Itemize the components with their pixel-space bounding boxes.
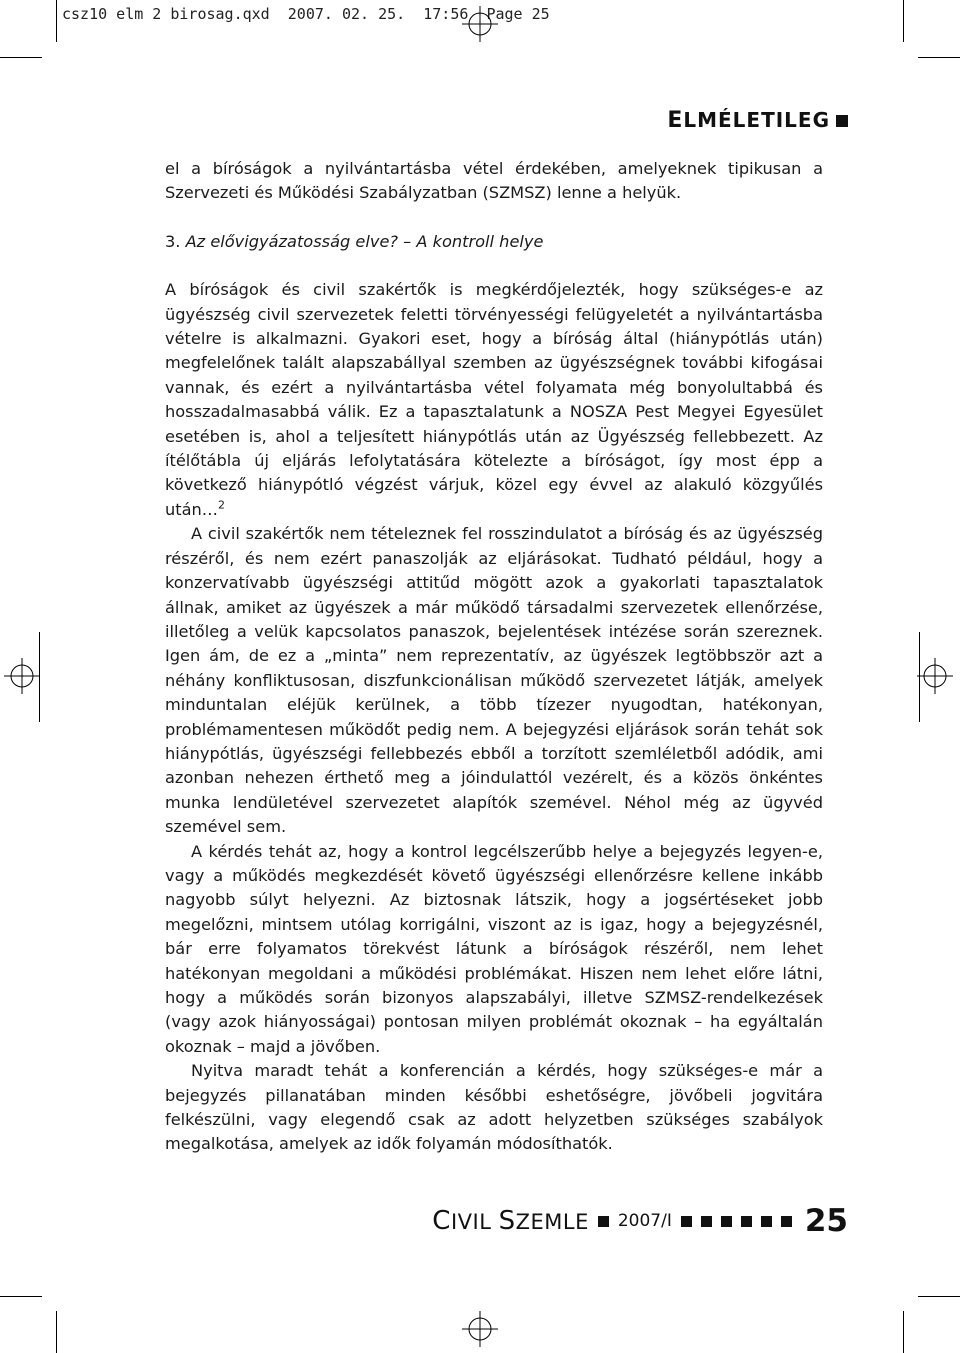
subheading <box>165 230 823 254</box>
article-body <box>165 157 823 1157</box>
section-title-rest: LMÉLETILEG <box>683 108 830 132</box>
paragraph-text: A bíróságok és civil szakértők is megkérdőjelezték, hogy szükséges-e az ügyészség civil szervezetek feletti törvényességi felügyeletét a nyilvántartásba vételre is alkalmazni. Gyakori eset, hogy a bíróság által (hiánypótlás után) megfelelőnek talált alapszabállyal szemben az ügyészségnek további kifogásai vannak, és ezért a nyilvántartásba vétel folyamata még bonyolultabbá és hosszadalmasabbá válik. Ez a tapasztalatunk a NOSZA Pest Megyei Egyesület esetében is, ahol a teljesített hiánypótlás után az Ügyészség fellebbezett. Az ítélőtábla új eljárás lefolytatására kötelezte a bíróságot, így most épp a következő hiánypótló végzést várjuk, közel egy évvel az alakuló közgyűlés után… <box>165 280 823 519</box>
crop-mark-top-right-h <box>918 57 960 58</box>
subheading-number: 3. <box>165 231 181 251</box>
crop-mark-bottom-left-v <box>56 1311 57 1353</box>
paragraph: Nyitva maradt tehát a konferencián a kérdés, hogy szükséges-e már a bejegyzés pillanatában minden későbbi eshetőségre, jövőbeli jogvitára felkészülni, vagy elegendő csak az adott helyzetben szükséges szabályok megalkotása, amelyek az idők folyamán módosíthatók. <box>165 1061 823 1154</box>
page-number: 25 <box>804 1203 848 1239</box>
blank-line <box>165 254 823 278</box>
crop-mark-top-left-h <box>0 57 42 58</box>
square-bullet-icon <box>761 1216 772 1227</box>
crop-mark-top-right-v <box>903 0 904 42</box>
paragraph: A kérdés tehát az, hogy a kontrol legcélszerűbb helye a bejegyzés legyen-e, vagy a működés megkezdését követő ügyészségi ellenőrzésre kellene inkább nagyobb súlyt helyezni. Az biztosnak látszik, hogy a jogsértéseket jobb megelőzni, mintsem utólag korrigálni, viszont az is igaz, hogy a bejegyzésnél, bár erre folyamatos törekvést látunk a bíróságok részéről, nem lehet hatékonyan megoldani a működési problémákat. Hiszen nem lehet előre látni, hogy a működés során bizonyos alapszabályi, illetve SZMSZ-rendelkezések (vagy azok hiányosságai) pontosan milyen problémát okoznak – ha egyáltalán okoznak – majd a jövőben. <box>165 841 823 1056</box>
registration-mark-right-icon <box>917 658 953 694</box>
crop-mark-top-left-v <box>56 0 57 42</box>
section-title <box>667 108 848 133</box>
crop-mark-bottom-left-h <box>0 1296 42 1297</box>
square-bullet-icon <box>741 1216 752 1227</box>
square-bullet-icon <box>781 1216 792 1227</box>
footnote-reference[interactable]: 2 <box>217 498 225 512</box>
paragraph <box>165 278 823 522</box>
square-bullet-icon <box>836 115 848 127</box>
square-bullet-icon <box>681 1216 692 1227</box>
registration-mark-top-icon <box>462 6 498 42</box>
slug-line: csz10 elm 2 birosag.qxd 2007. 02. 25. 17:56 Page 25 <box>62 5 550 23</box>
registration-mark-left-icon <box>4 658 40 694</box>
registration-line-left <box>39 632 40 722</box>
issue-number: 2007/I <box>617 1211 672 1231</box>
square-bullet-icon <box>721 1216 732 1227</box>
page-footer <box>432 1203 848 1239</box>
journal-name: CIVIL SZEMLE <box>432 1206 589 1236</box>
registration-line-right <box>919 632 920 722</box>
blank-line <box>165 206 823 230</box>
subheading-title: Az elővigyázatosság elve? – A kontroll helye <box>185 231 544 251</box>
square-bullet-icon <box>701 1216 712 1227</box>
registration-mark-bottom-icon <box>462 1311 498 1347</box>
crop-mark-bottom-right-h <box>918 1296 960 1297</box>
section-title-initial: E <box>667 108 684 133</box>
paragraph: A civil szakértők nem tételeznek fel rosszindulatot a bíróság és az ügyészség részéről, és nem ezért panaszolják az eljárásokat. Tudható például, hogy a konzervatívabb ügyészségi attitűd mögött azok a gyakorlati tapasztalatok állnak, amiket az ügyészek a már működő társadalmi szervezetek ellenőrzése, illetőleg a velük kapcsolatos panaszok, bejelentések intézése során szereznek. Igen ám, de ez a „minta” nem reprezentatív, az ügyészek legtöbbször azt a néhány konfliktusosan, diszfunkcionálisan működő szervezetet látják, amelyek minduntalan eléjük kerülnek, a több tízezer nyugodtan, hatékonyan, problémamentesen működőt pedig nem. A bejegyzési eljárások során tehát sok hiánypótlás, ügyészségi fellebbezés ebből a torzított szemléletből adódik, ami azonban nehezen érthető meg a jóindulattól vezérelt, és a közös önkéntes munka lendületével szervezetet alapítók szemével. Néhol még az ügyvéd szemével sem. <box>165 524 823 837</box>
square-bullet-icon <box>598 1216 609 1227</box>
paragraph: el a bíróságok a nyilvántartásba vétel érdekében, amelyeknek tipikusan a Szervezeti és Működési Szabályzatban (SZMSZ) lenne a helyük. <box>165 159 823 203</box>
crop-mark-bottom-right-v <box>903 1311 904 1353</box>
